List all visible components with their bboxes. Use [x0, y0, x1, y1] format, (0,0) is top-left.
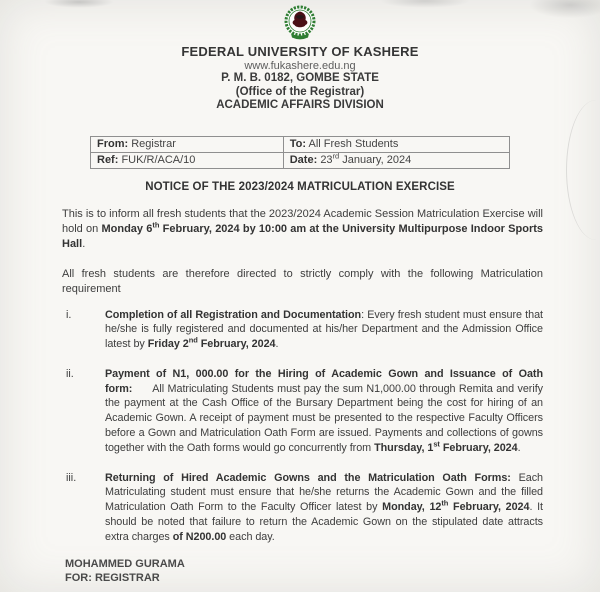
- notice-title: NOTICE OF THE 2023/2024 MATRICULATION EXERCISE: [145, 180, 455, 193]
- item-heading: Payment of N1, 000.00 for the Hiring of Academic Gown and Issuance of Oath form:: [105, 367, 543, 395]
- item-numeral: ii.: [66, 367, 74, 380]
- meta-row-ref-date: [91, 152, 510, 168]
- to-cell: [283, 136, 509, 152]
- requirements-list: [0, 308, 600, 545]
- signatory-name: MOHAMMED GURAMA: [65, 558, 185, 570]
- to-value: All Fresh Students: [308, 137, 399, 150]
- division-line: ACADEMIC AFFAIRS DIVISION: [216, 99, 384, 111]
- meta-row-from-to: [91, 136, 510, 152]
- deadline-bold: [374, 439, 518, 454]
- item-tail: .: [517, 441, 521, 454]
- date-ordinal: rd: [332, 150, 340, 160]
- deadline-rest: February, 2024: [439, 441, 518, 454]
- deadline-rest: February, 2024: [448, 501, 530, 514]
- item-heading: Returning of Hired Academic Gowns and the Matriculation Oath Forms:: [105, 471, 511, 484]
- date-day: 23: [320, 153, 333, 166]
- item-tail: . It should be noted that failure to return the Academic Gown on the stipulated date attracts extra charges: [105, 501, 543, 543]
- deadline-ordinal: st: [433, 439, 440, 449]
- charge-amount-bold: of N200.00: [172, 530, 227, 543]
- office-of-registrar-line: (Office of the Registrar): [235, 85, 365, 98]
- intro-text: This is to inform all fresh students that the 2023/2024 Academic Session Matriculation Exercise will hold on: [62, 207, 543, 235]
- memo-meta-table: [90, 136, 510, 169]
- item-tail-2: each day.: [226, 530, 275, 543]
- university-logo: [0, 0, 600, 42]
- university-name: FEDERAL UNIVERSITY OF KASHERE: [181, 44, 419, 59]
- from-label: From:: [97, 137, 129, 150]
- intro-period: .: [82, 237, 86, 250]
- item-tail: .: [275, 338, 279, 351]
- from-value: Registrar: [131, 137, 176, 150]
- event-date-day: Monday 6: [101, 222, 153, 235]
- event-date-rest: February, 2024 by 10:00 am at the University Multipurpose Indoor Sports Hall: [62, 222, 544, 250]
- date-cell: [283, 152, 509, 168]
- ref-cell: [91, 152, 284, 168]
- event-date-ordinal: th: [152, 219, 160, 229]
- list-item-payment: [66, 367, 543, 456]
- signatory-role: FOR: REGISTRAR: [65, 572, 160, 584]
- item-text: [105, 308, 543, 352]
- item-body-text: All Matriculating Students must pay the sum N1,000.00 through Remita and verify the payment at the Cash Office of the Bursary Department being the cost for hiring of an Academic Gown. A receipt of payment must be presented to the respective Faculty Officers before a Gown and Matriculation Oath Form are issued. Payments and collections of gowns together with the Oath forms would go concurrently from: [105, 382, 543, 454]
- date-rest: January, 2024: [339, 153, 412, 166]
- date-label: Date:: [289, 153, 318, 166]
- item-text: [105, 471, 543, 545]
- item-heading: Completion of all Registration and Documentation: [105, 308, 362, 321]
- item-numeral: iii.: [66, 471, 77, 484]
- deadline-day: Thursday, 1: [374, 441, 434, 454]
- deadline-day: Monday, 12: [382, 501, 442, 514]
- deadline-rest: February, 2024: [197, 338, 276, 351]
- university-address: P. M. B. 0182, GOMBE STATE: [221, 72, 379, 84]
- scan-artifact: [566, 100, 600, 240]
- deadline-ordinal: nd: [188, 335, 198, 345]
- university-seal-icon: [282, 4, 318, 44]
- signature-block: [65, 557, 185, 585]
- item-text: [105, 367, 543, 456]
- deadline-bold: [382, 498, 530, 514]
- ref-value: FUK/R/ACA/10: [121, 153, 196, 166]
- university-website: www.fukashere.edu.ng: [244, 60, 356, 72]
- list-item-registration: [66, 308, 543, 352]
- item-body-text: Each Matriculating student must ensure that he/she returns the Academic Gown and the filled Matriculation Oath Form to the Faculty Officer latest by: [105, 471, 544, 514]
- deadline-day: Friday 2: [147, 338, 189, 351]
- deadline-bold: [147, 335, 279, 351]
- list-item-returning: [66, 471, 543, 545]
- ref-label: Ref:: [97, 153, 119, 166]
- item-body-text: : Every fresh student must ensure that he/she is fully registered and documented at his/her Department and the Admission Office latest by: [105, 308, 543, 351]
- directive-paragraph: All fresh students are therefore directed to strictly comply with the following Matriculation requirement: [62, 267, 543, 295]
- intro-paragraph: [62, 207, 543, 252]
- to-label: To:: [289, 137, 307, 150]
- item-numeral: i.: [66, 308, 72, 321]
- from-cell: [91, 136, 284, 152]
- deadline-ordinal: th: [441, 498, 449, 508]
